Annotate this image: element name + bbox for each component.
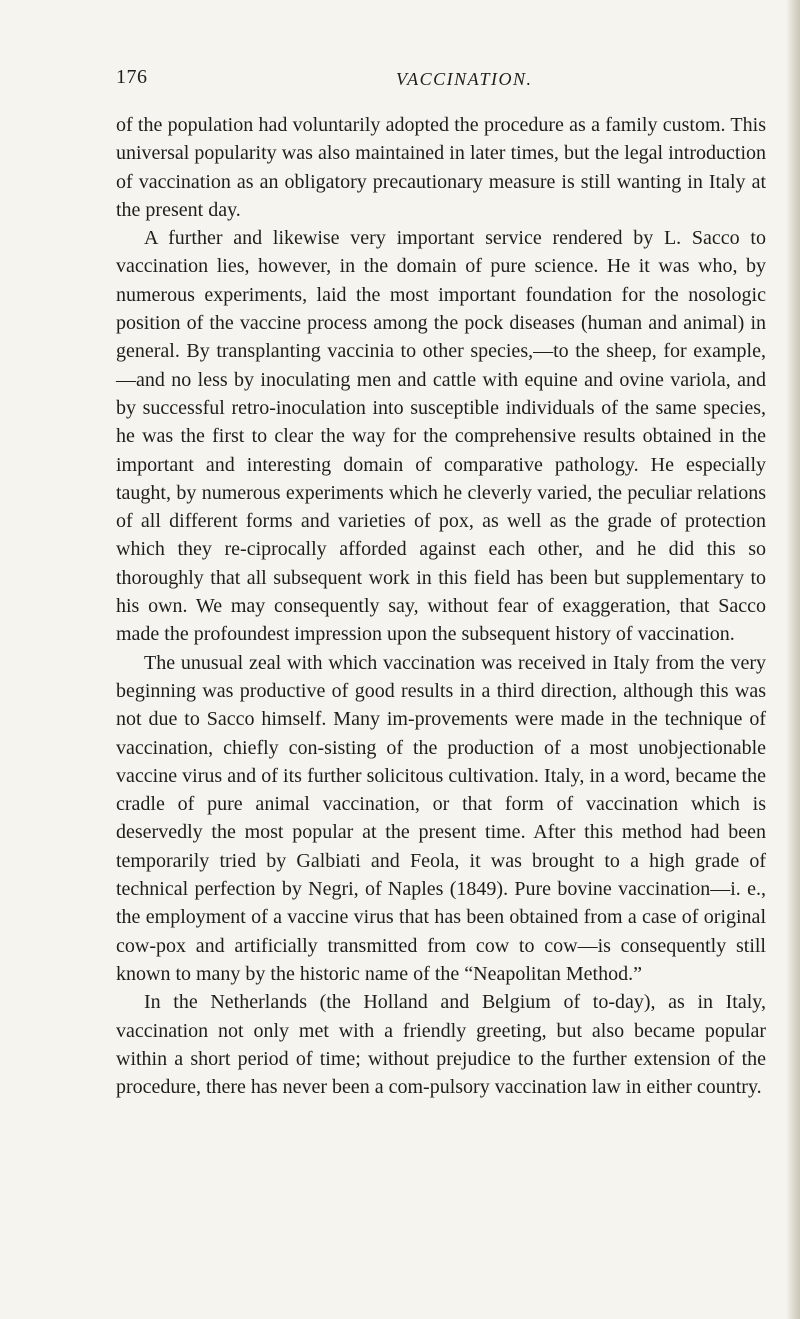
paragraph-animal-vaccination: The unusual zeal with which vaccination was received in Italy from the very beginning was productive of good results in a third direction, although this was not due to Sacco himself. Many im-provements were made in the technique of vaccination, chiefly con-sisting of the production of a most unobjectionable vaccine virus and of its further solicitous cultivation. Italy, in a word, became the cradle of pure animal vaccination, or that form of vaccination which is deservedly the most popular at the present time. After this method had been temporarily tried by Galbiati and Feola, it was brought to a high grade of technical perfection by Negri, of Naples (1849). Pure bovine vaccination—i. e., the employment of a vaccine virus that has been obtained from a case of original cow-pox and artificially transmitted from cow to cow—is consequently still known to many by the historic name of the “Neapolitan Method.” xyxy=(116,651,766,985)
body-text xyxy=(116,111,766,1101)
page-number: 176 xyxy=(116,66,148,88)
paragraph-continued: of the population had voluntarily adopted the procedure as a family custom. This universal popularity was also maintained in later times, but the legal introduction of vaccination as an obligatory precautionary measure is still wanting in Italy at the present day. xyxy=(116,114,766,221)
paragraph-sacco-science: A further and likewise very important service rendered by L. Sacco to vaccination lies, however, in the domain of pure science. He it was who, by numerous experiments, laid the most important foundation for the nosologic position of the vaccine process among the pock diseases (human and animal) in general. By transplanting vaccinia to other species,—to the sheep, for example,—and no less by inoculating men and cattle with equine and ovine variola, and by successful retro-inoculation into susceptible individuals of the same species, he was the first to clear the way for the comprehensive results obtained in the important and interesting domain of comparative pathology. He especially taught, by numerous experiments which he cleverly varied, the peculiar relations of all different forms and varieties of pox, as well as the grade of protection which they re-ciprocally afforded against each other, and he did this so thoroughly that all subsequent work in this field has been but supplementary to his own. We may consequently say, without fear of exaggeration, that Sacco made the profoundest impression upon the subsequent history of vaccination. xyxy=(116,227,766,646)
paragraph-netherlands: In the Netherlands (the Holland and Belgium of to-day), as in Italy, vaccination not only met with a friendly greeting, but also became popular within a short period of time; without prejudice to the further extension of the procedure, there has never been a com-pulsory vaccination law in either country. xyxy=(116,991,766,1099)
page-header xyxy=(0,66,800,96)
running-title: VACCINATION. xyxy=(396,69,533,89)
page-edge-shadow xyxy=(786,0,800,1319)
